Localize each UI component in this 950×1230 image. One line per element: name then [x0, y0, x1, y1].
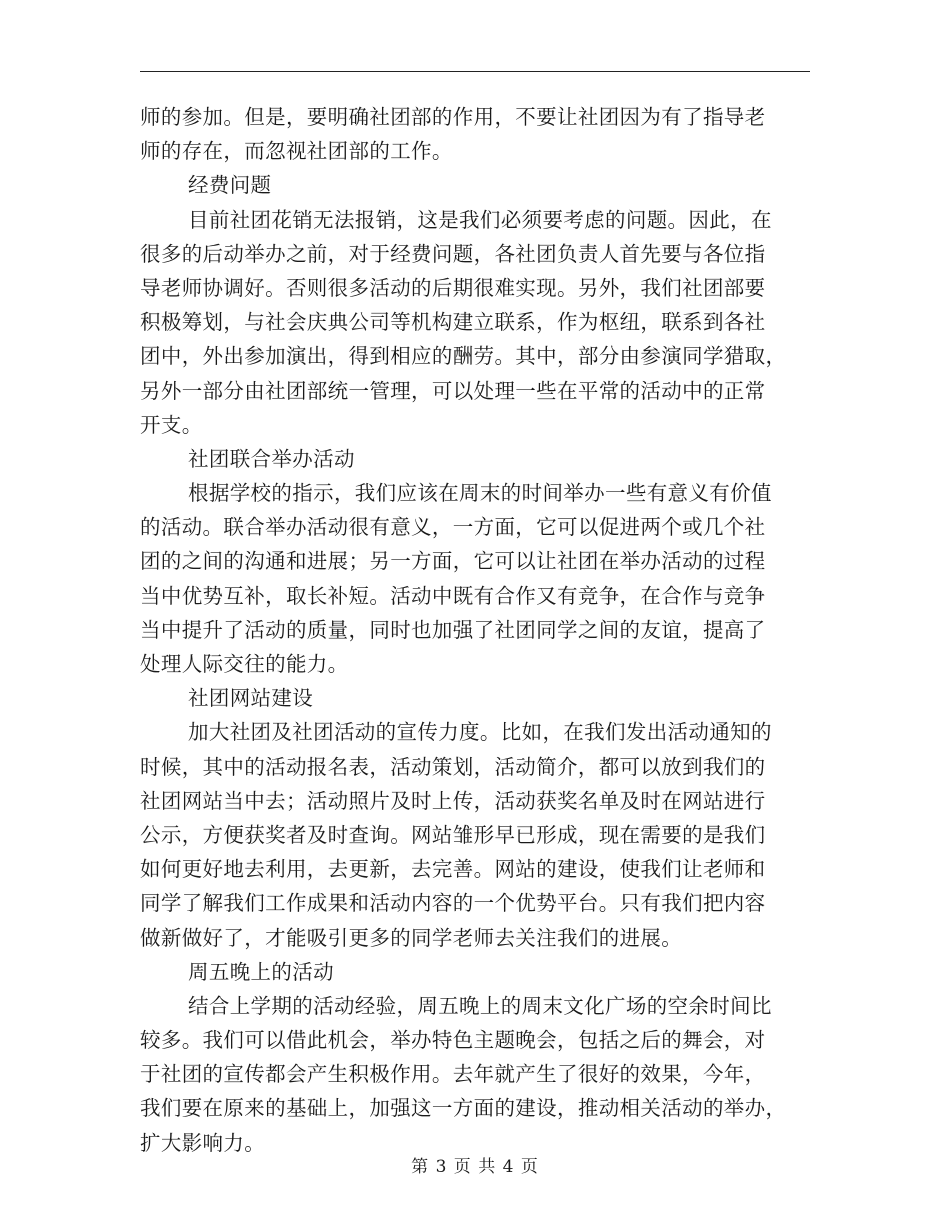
paragraph-start-line: 目前社团花销无法报销，这是我们必须要考虑的问题。因此，在: [188, 207, 772, 232]
text-line: 师的存在，而忽视社团部的工作。: [140, 139, 453, 164]
text-line: 时候，其中的活动报名表，活动策划，活动简介，都可以放到我们的: [140, 754, 766, 779]
text-line: 同学了解我们工作成果和活动内容的一个优势平台。只有我们把内容: [140, 891, 766, 916]
paragraph-start-line: 经费问题: [188, 173, 272, 198]
text-line: 处理人际交往的能力。: [140, 652, 349, 676]
text-line: 积极筹划，与社会庆典公司等机构建立联系，作为枢纽，联系到各社: [140, 310, 766, 335]
paragraph-start-line: 社团网站建设: [188, 686, 314, 711]
page-number-footer: 第 3 页 共 4 页: [411, 1157, 539, 1177]
paragraph-start-line: 结合上学期的活动经验，周五晚上的周末文化广场的空余时间比: [188, 993, 772, 1018]
paragraph-start-line: 加大社团及社团活动的宣传力度。比如，在我们发出活动通知的: [188, 720, 772, 745]
text-line: 很多的后动举办之前，对于经费问题，各社团负责人首先要与各位指: [140, 241, 766, 266]
text-line: 社团网站当中去；活动照片及时上传，活动获奖名单及时在网站进行: [140, 788, 766, 813]
paragraph-start-line: 社团联合举办活动: [188, 446, 355, 471]
text-line: 当中优势互补，取长补短。活动中既有合作又有竞争，在合作与竞争: [140, 583, 766, 608]
text-line: 我们要在原来的基础上，加强这一方面的建设，推动相关活动的举办，: [140, 1096, 787, 1121]
text-line: 团中，外出参加演出，得到相应的酬劳。其中，部分由参演同学猎取，: [140, 344, 787, 369]
text-line: 如何更好地去利用，去更新，去完善。网站的建设，使我们让老师和: [140, 857, 766, 882]
text-line: 较多。我们可以借此机会，举办特色主题晚会，包括之后的舞会，对: [140, 1028, 766, 1053]
text-line: 于社团的宣传都会产生积极作用。去年就产生了很好的效果，今年，: [140, 1062, 766, 1087]
text-line: 的活动。联合举办活动很有意义，一方面，它可以促进两个或几个社: [140, 515, 766, 540]
text-line: 另外一部分由社团部统一管理，可以处理一些在平常的活动中的正常: [140, 378, 766, 403]
text-line: 导老师协调好。否则很多活动的后期很难实现。另外，我们社团部要: [140, 275, 766, 300]
text-line: 师的参加。但是，要明确社团部的作用，不要让社团因为有了指导老: [140, 105, 766, 129]
text-line: 开支。: [140, 412, 203, 437]
document-body: [140, 100, 810, 1160]
text-line: 做新做好了，才能吸引更多的同学老师去关注我们的进展。: [140, 925, 683, 950]
text-line: 公示，方便获奖者及时查询。网站雏形早已形成，现在需要的是我们: [140, 822, 766, 847]
text-line: 当中提升了活动的质量，同时也加强了社团同学之间的友谊，提高了: [140, 617, 766, 642]
paragraph-start-line: 根据学校的指示，我们应该在周末的时间举办一些有意义有价值: [188, 481, 772, 506]
text-line: 扩大影响力。: [140, 1130, 266, 1155]
text-line: 团的之间的沟通和进展；另一方面，它可以让社团在举办活动的过程: [140, 549, 766, 574]
header-rule: [140, 71, 810, 72]
paragraph-start-line: 周五晚上的活动: [188, 959, 334, 984]
